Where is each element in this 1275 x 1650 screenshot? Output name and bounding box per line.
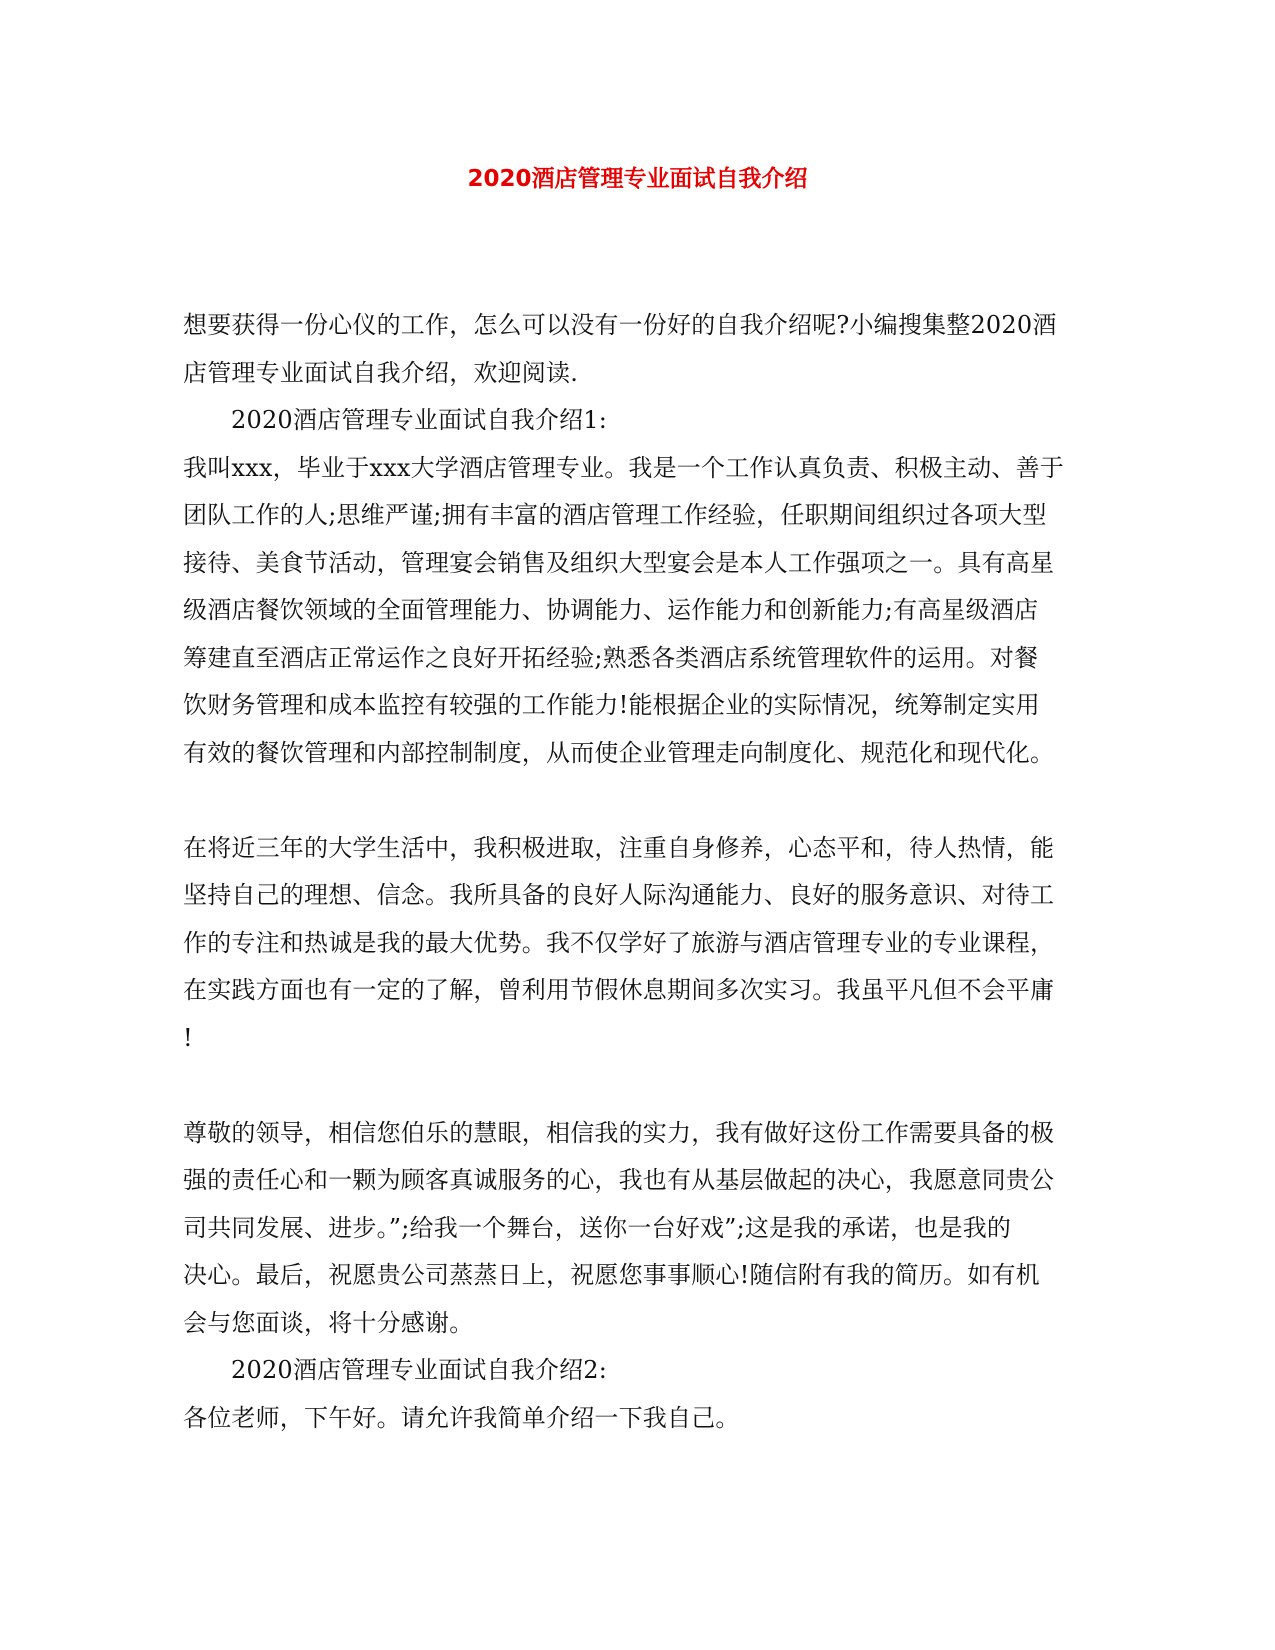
paragraph-line: 筹建直至酒店正常运作之良好开拓经验;熟悉各类酒店系统管理软件的运用。对餐 bbox=[183, 643, 1039, 672]
section-heading: 2020酒店管理专业面试自我介绍2: bbox=[231, 1356, 608, 1384]
paragraph-line: 级酒店餐饮领域的全面管理能力、协调能力、运作能力和创新能力;有高星级酒店 bbox=[183, 596, 1039, 624]
paragraph-line: 尊敬的领导，相信您伯乐的慧眼，相信我的实力，我有做好这份工作需要具备的极 bbox=[183, 1118, 1055, 1147]
paragraph-line: 作的专注和热诚是我的最大优势。我不仅学好了旅游与酒店管理专业的专业课程， bbox=[183, 928, 1055, 957]
paragraph-line: 强的责任心和一颗为顾客真诚服务的心，我也有从基层做起的决心，我愿意同贵公 bbox=[183, 1166, 1055, 1194]
paragraph-line: 坚持自己的理想、信念。我所具备的良好人际沟通能力、良好的服务意识、对待工 bbox=[183, 881, 1055, 909]
paragraph-line: 会与您面谈，将十分感谢。 bbox=[183, 1308, 474, 1337]
paragraph-line: 决心。最后，祝愿贵公司蒸蒸日上，祝愿您事事顺心!随信附有我的简历。如有机 bbox=[183, 1261, 1040, 1289]
paragraph-line: 团队工作的人;思维严谨;拥有丰富的酒店管理工作经验，任职期间组织过各项大型 bbox=[183, 501, 1047, 529]
intro-line: 店管理专业面试自我介绍，欢迎阅读. bbox=[183, 358, 579, 387]
paragraph-line: ! bbox=[183, 1023, 193, 1052]
section-heading: 2020酒店管理专业面试自我介绍1: bbox=[231, 406, 608, 434]
paragraph-line: 接待、美食节活动，管理宴会销售及组织大型宴会是本人工作强项之一。具有高星 bbox=[183, 548, 1055, 577]
paragraph-line: 我叫xxx，毕业于xxx大学酒店管理专业。我是一个工作认真负责、积极主动、善于 bbox=[183, 453, 1065, 482]
paragraph-spacer bbox=[183, 1062, 1083, 1110]
paragraph-line: 各位老师，下午好。请允许我简单介绍一下我自己。 bbox=[183, 1403, 740, 1432]
paragraph-spacer bbox=[183, 777, 1083, 825]
document-title: 2020酒店管理专业面试自我介绍 bbox=[467, 166, 808, 192]
intro-line: 想要获得一份心仪的工作，怎么可以没有一份好的自我介绍呢?小编搜集整2020酒 bbox=[183, 311, 1057, 339]
paragraph-line: 在实践方面也有一定的了解，曾利用节假休息期间多次实习。我虽平凡但不会平庸 bbox=[183, 976, 1055, 1004]
document-body bbox=[183, 302, 1083, 1442]
paragraph-line: 饮财务管理和成本监控有较强的工作能力!能根据企业的实际情况，统筹制定实用 bbox=[183, 691, 1040, 719]
paragraph-line: 有效的餐饮管理和内部控制制度，从而使企业管理走向制度化、规范化和现代化。 bbox=[183, 738, 1055, 767]
paragraph-line: 在将近三年的大学生活中，我积极进取，注重自身修养，心态平和，待人热情，能 bbox=[183, 833, 1055, 862]
paragraph-line: 司共同发展、进步。”;给我一个舞台，送你一台好戏”;这是我的承诺，也是我的 bbox=[183, 1213, 1012, 1242]
